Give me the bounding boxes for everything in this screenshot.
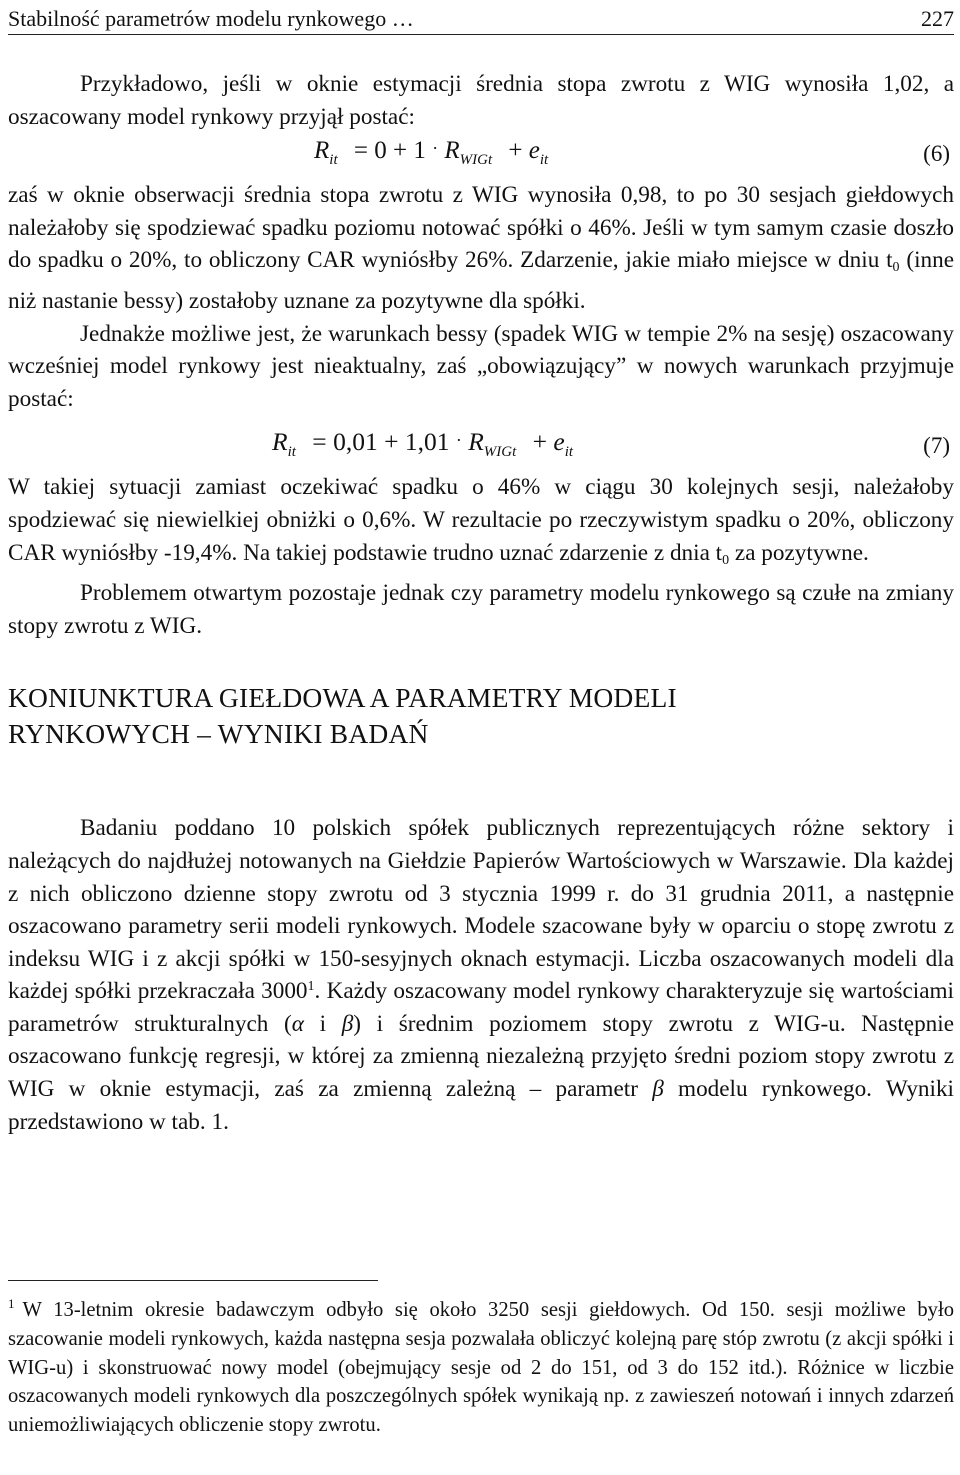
footnote-ref[interactable]: 1 [307,979,315,995]
running-header [8,2,954,35]
paragraph-example: Przykładowo, jeśli w oknie estymacji średnia stopa zwrotu z WIG wynosiła 1,02, a oszacowany model rynkowy przyjął postać: [8,71,954,130]
equation-7: $R_{it} = 0,01 + 1,01 \cdot R_{WIGt} + e_{it}$ (7) [272,427,950,461]
footnote: $^1$ W 13-letnim okresie badawczym odbyło się około 3250 sesji giełdowych. Od 150. sesji możliwe było szacowanie modeli rynkowych, każda następna sesja pozwalała obliczyć kolejną parę stóp zwrotu (z akcji spółki i WIG-u) i skonstruować nowy model (obejmujący sesje od 2 do 151, od 3 do 152 itd.). Różnice w liczbie oszacowanych modeli rynkowych dla poszczególnych spółek wynikają np. z zawieszeń notowań i innych zdarzeń uniemożliwiających obliczenie stopy zwrotu. [8,1296,954,1437]
paragraph-study: Badaniu poddano 10 polskich spółek publicznych reprezentujących różne sektory i należących do najdłużej notowanych na Giełdzie Papierów Wartościowych w Warszawie. Dla każdej z nich obliczono dzienne stopy zwrotu od 3 stycznia 1999 r. do 31 grudnia 2011, a następnie oszacowano parametry serii modeli rynkowych. Modele szacowane były w oparciu o stopę zwrotu z indeksu WIG i z akcji spółki w 150-sesyjnych oknach estymacji. Liczba oszacowanych modeli dla każdej spółki przekraczała 3000$^1$. Każdy oszacowany model rynkowy charakteryzuje się wartościami parametrów strukturalnych (α i β) i średnim poziomem stopy zwrotu z WIG-u. Następnie oszacowano funkcję regresji, w której za zmienną niezależną przyjęto średni poziom stopy zwrotu z WIG w oknie estymacji, zaś za zmienną zależną – parametr β modelu rynkowego. Wyniki przedstawiono w tab. 1. [8,815,955,1135]
equation-6: $R_{it} = 0 + 1 \cdot R_{WIGt} + e_{it}$ (6) [314,137,950,169]
paragraph-observation: zaś w oknie obserwacji średnia stopa zwrotu z WIG wynosiła 0,98, to po 30 sesjach giełdowych należałoby się spodziewać spadku poziomu notować spółki o 46%. Jeśli w tym samym czasie doszło do spadku o 20%, to obliczony CAR wyniósłby 26%. Zdarzenie, jakie miało miejsce w dniu $t_0$ (inne niż nastanie bessy) zostałoby uznane za pozytywne dla spółki. [8,182,954,314]
running-title: Stabilność parametrów modelu rynkowego … [8,6,414,31]
page-body [8,68,954,1138]
equation-number-7: (7) [923,433,950,459]
section-heading: KONIUNKTURA GIEŁDOWA A PARAMETRY MODELI RYNKOWYCH – WYNIKI BADAŃ [8,682,677,750]
paragraph-bear-market: Jednakże możliwe jest, że warunkach bessy (spadek WIG w tempie 2% na sesję) oszacowany wcześniej model rynkowy jest nieaktualny, zaś „obowiązujący” w nowych warunkach przyjmuje postać: [8,320,954,412]
equation-number-6: (6) [923,141,950,167]
paragraph-open-problem: Problemem otwartym pozostaje jednak czy parametry modelu rynkowego są czułe na zmiany stopy zwrotu z WIG. [8,580,954,639]
paragraph-situation: W takiej sytuacji zamiast oczekiwać spadku o 46% w ciągu 30 kolejnych sesji, należałoby spodziewać się niewielkiej obniżki o 0,6%. W rezultacie po rzeczywistym spadku o 20%, obliczony CAR wyniósłby -19,4%. Na takiej podstawie trudno uznać zdarzenie z dnia $t_0$ za pozytywne. [8,474,954,568]
page-number: 227 [921,6,954,31]
footnote-separator [8,1280,378,1281]
